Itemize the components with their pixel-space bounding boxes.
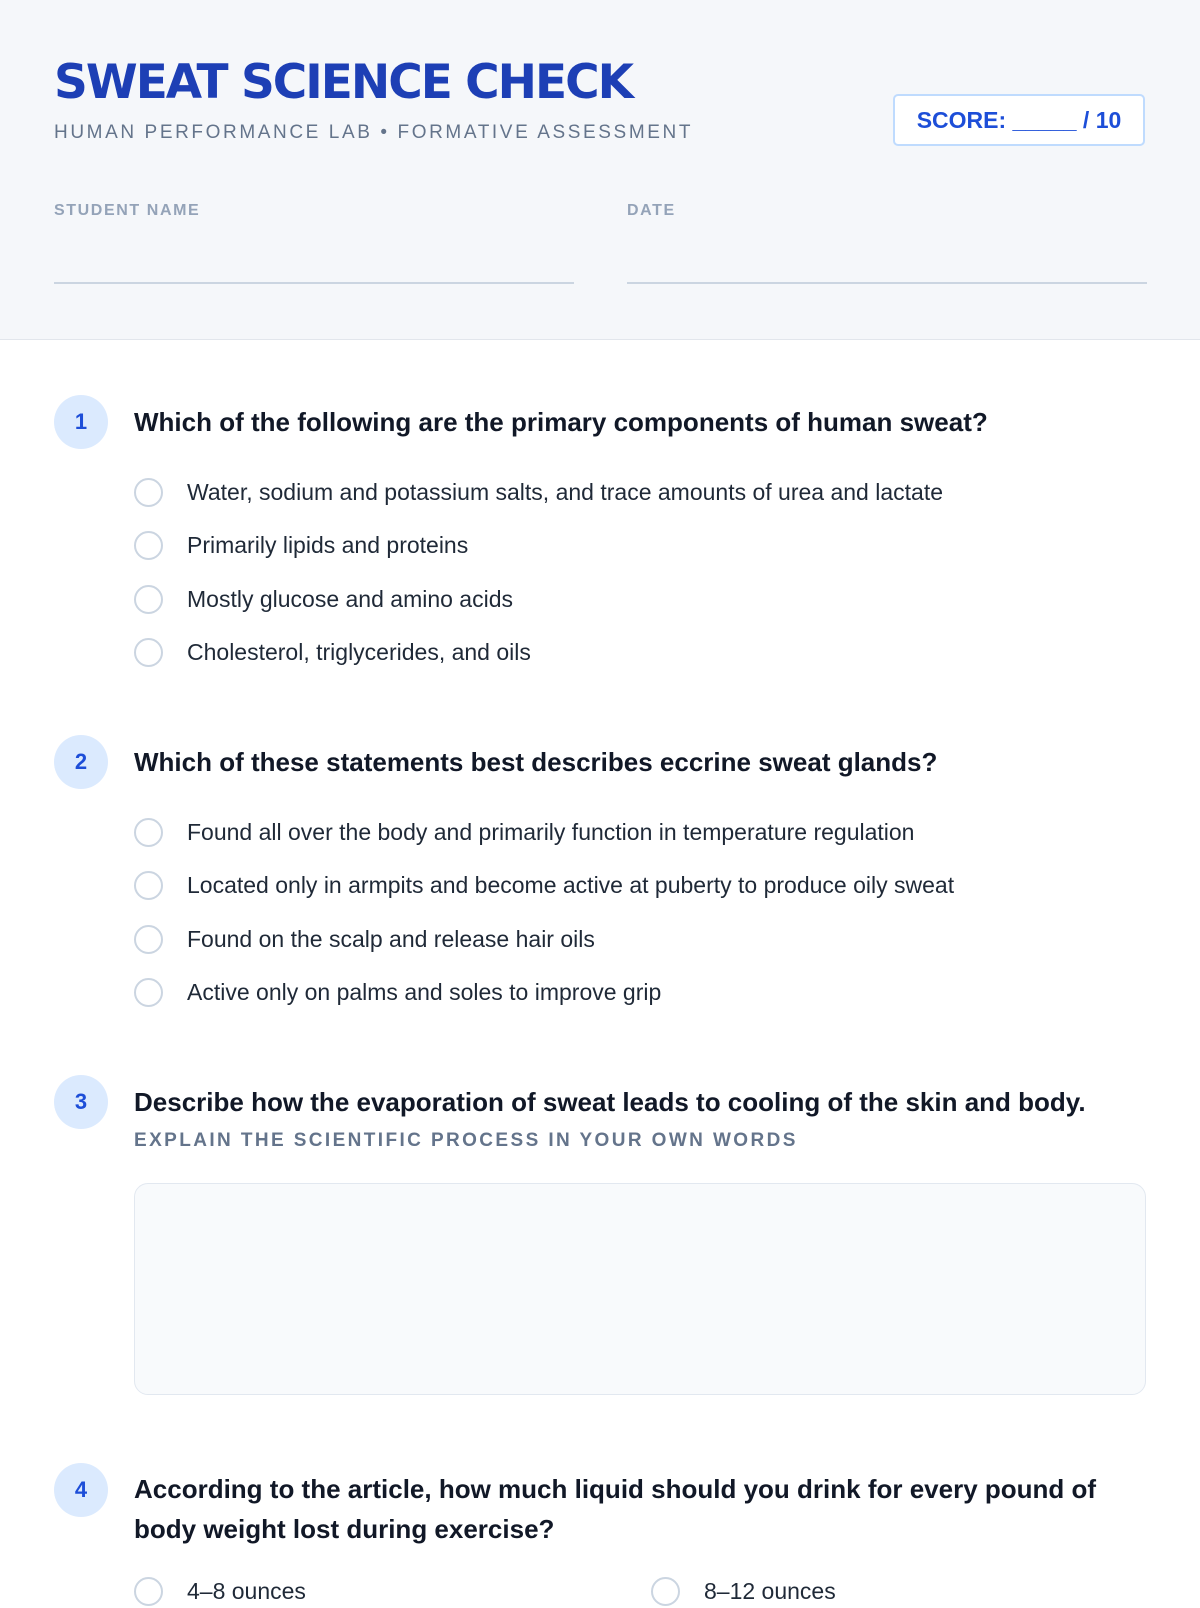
answer-option[interactable] (134, 975, 661, 1009)
date-field[interactable] (627, 282, 1147, 284)
page-title: SWEAT SCIENCE CHECK (54, 55, 633, 110)
option-label: Located only in armpits and become active at puberty to produce oily sweat (187, 871, 955, 898)
radio-button[interactable] (134, 925, 163, 954)
option-label: Found all over the body and primarily function in temperature regulation (187, 818, 915, 845)
question-text: Which of the following are the primary components of human sweat? (134, 407, 988, 437)
question-number-badge: 4 (54, 1463, 108, 1517)
question-text: Describe how the evaporation of sweat leads to cooling of the skin and body. (134, 1087, 1086, 1117)
answer-option[interactable] (134, 582, 513, 616)
radio-button[interactable] (134, 585, 163, 614)
radio-button[interactable] (651, 1577, 680, 1606)
date-label: DATE (627, 202, 676, 219)
option-label: Found on the scalp and release hair oils (187, 925, 595, 952)
question-number-badge: 1 (54, 395, 108, 449)
worksheet-header (0, 0, 1200, 340)
answer-option[interactable] (651, 1574, 836, 1608)
question-hint: EXPLAIN THE SCIENTIFIC PROCESS IN YOUR OWN WORDS (134, 1130, 798, 1151)
option-label: 8–12 ounces (704, 1577, 836, 1604)
answer-option[interactable] (134, 1574, 306, 1608)
option-label: Primarily lipids and proteins (187, 531, 469, 558)
answer-option[interactable] (134, 475, 943, 509)
student-name-label: STUDENT NAME (54, 202, 201, 219)
option-label: 4–8 ounces (187, 1577, 306, 1604)
radio-button[interactable] (134, 478, 163, 507)
radio-button[interactable] (134, 818, 163, 847)
page-subtitle: HUMAN PERFORMANCE LAB • FORMATIVE ASSESSMENT (54, 122, 694, 143)
answer-option[interactable] (134, 922, 595, 956)
answer-textarea[interactable] (134, 1183, 1146, 1395)
question-text: According to the article, how much liquid should you drink for every pound of body weight lost during exercise? (134, 1474, 1097, 1544)
option-label: Cholesterol, triglycerides, and oils (187, 638, 531, 665)
question-number-badge: 2 (54, 735, 108, 789)
question-number-badge: 3 (54, 1075, 108, 1129)
radio-button[interactable] (134, 978, 163, 1007)
radio-button[interactable] (134, 1577, 163, 1606)
answer-option[interactable] (134, 528, 468, 562)
answer-option[interactable] (134, 635, 531, 669)
radio-button[interactable] (134, 871, 163, 900)
radio-button[interactable] (134, 638, 163, 667)
question-text: Which of these statements best describes eccrine sweat glands? (134, 747, 938, 777)
score-box: SCORE: _____ / 10 (893, 94, 1145, 146)
option-label: Mostly glucose and amino acids (187, 585, 513, 612)
answer-option[interactable] (134, 815, 914, 849)
option-label: Active only on palms and soles to improve grip (187, 978, 662, 1005)
student-name-field[interactable] (54, 282, 574, 284)
radio-button[interactable] (134, 531, 163, 560)
option-label: Water, sodium and potassium salts, and trace amounts of urea and lactate (187, 478, 944, 505)
answer-option[interactable] (134, 868, 954, 902)
